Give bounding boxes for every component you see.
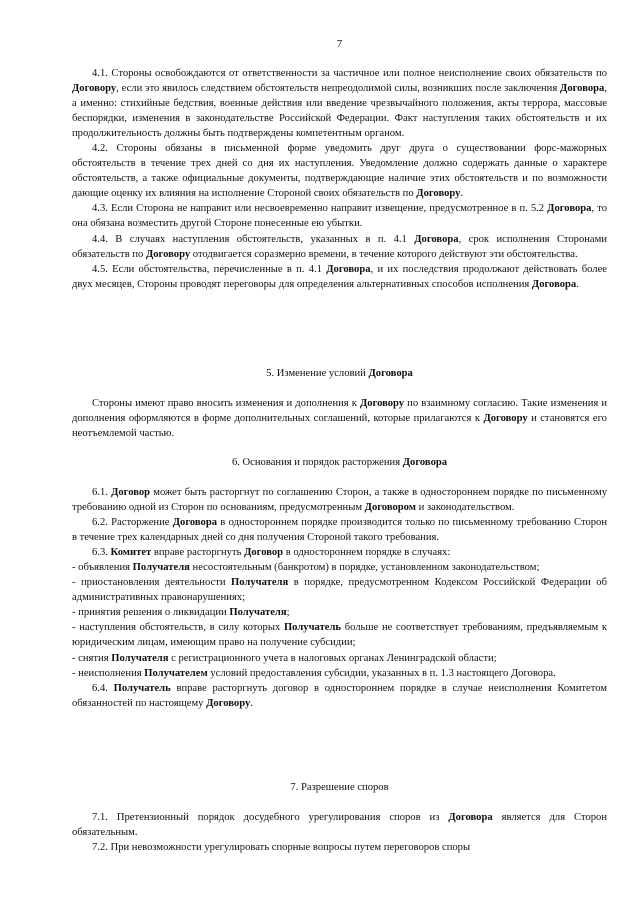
section-4 bbox=[72, 66, 607, 292]
heading-section-5: 5. Изменение условий Договора bbox=[266, 368, 413, 379]
clause-6-3: 6.3. Комитет вправе расторгнуть Договор в одностороннем порядке в случаях: bbox=[92, 547, 451, 559]
list-item: - снятия Получателя с регистрационного учета в налоговых органах Ленинградской области; bbox=[72, 652, 497, 664]
clause-6-4: 6.4. Получатель вправе расторгнуть договор в одностороннем порядке в случае неисполнения Комитетом обязанностей по настоящему Договору. bbox=[72, 682, 608, 709]
clause-7-1: 7.1. Претензионный порядок досудебного урегулирования споров из Договора является для Сторон обязательным. bbox=[72, 812, 607, 839]
section-6 bbox=[72, 485, 607, 711]
heading-section-7: 7. Разрешение споров bbox=[290, 782, 389, 793]
list-item: - принятия решения о ликвидации Получателя; bbox=[72, 607, 290, 619]
clause-4-1: 4.1. Стороны освобождаются от ответственности за частичное или полное неисполнение своих обязательств по Договору, если это явилось следствием обстоятельств непреодолимой силы, возникших после заключения Договора, а именно: стихийные бедствия, военные действия или введение чрезвычайного положения, акты террора, массовые беспорядки, изменения в законодательстве Российской Федерации. Факт наступления таких обстоятельств и их продолжительность должны быть подтверждены компетентным органом. bbox=[72, 68, 607, 140]
clause-6-1: 6.1. Договор может быть расторгнут по соглашению Сторон, а также в одностороннем порядке по письменному требованию одной из Сторон по основаниям, предусмотренным Договором и законодательством. bbox=[72, 487, 607, 514]
heading-section-6: 6. Основания и порядок расторжения Договора bbox=[231, 457, 448, 468]
clause-4-2: 4.2. Стороны обязаны в письменной форме уведомить друг друга о существовании форс-мажорных обстоятельств в течение трех дней со дня их наступления. Уведомление должно содержать данные о характере обстоятельств, а также официальные документы, подтверждающие наличие этих обстоятельств и по возможности дающие оценку их влияния на исполнение Стороной своих обязательств по Договору. bbox=[72, 143, 607, 200]
list-item: - наступления обстоятельств, в силу которых Получатель больше не соответствует требованиям, предъявляемым к юридическим лицам, имеющим право на получение субсидии; bbox=[72, 622, 607, 649]
clause-7-2: 7.2. При невозможности урегулировать спорные вопросы путем переговоров споры bbox=[92, 842, 471, 854]
clause-4-3: 4.3. Если Сторона не направит или несвоевременно направит извещение, предусмотренное в п. 5.2 Договора, то она обязана возместить другой Стороне понесенные ею убытки. bbox=[72, 203, 607, 230]
list-item: - неисполнения Получателем условий предоставления субсидии, указанных в п. 1.3 настоящего Договора. bbox=[72, 667, 556, 679]
clause-4-4: 4.4. В случаях наступления обстоятельств, указанных в п. 4.1 Договора, срок исполнения Сторонами обязательств по Договору отодвигается соразмерно времени, в течение которого действуют эти обстоятельства. bbox=[72, 233, 607, 260]
clause-5: Стороны имеют право вносить изменения и дополнения к Договору по взаимному согласию. Такие изменения и дополнения оформляются в форме дополнительных соглашений, которые прилагаются к Договору и становятся его неотъемлемой частью. bbox=[72, 398, 607, 440]
section-7 bbox=[72, 810, 607, 855]
page-number: 7 bbox=[336, 38, 343, 50]
clause-4-5: 4.5. Если обстоятельства, перечисленные в п. 4.1 Договора, и их последствия продолжают действовать более двух месяцев, Стороны проводят переговоры для определения альтернативных способов исполнения Договора. bbox=[72, 263, 607, 290]
list-item: - приостановления деятельности Получателя в порядке, предусмотренном Кодексом Российской Федерации об административных правонарушениях; bbox=[72, 577, 607, 604]
list-item: - объявления Получателя несостоятельным (банкротом) в порядке, установленном законодательством; bbox=[72, 562, 540, 574]
clause-6-2: 6.2. Расторжение Договора в одностороннем порядке производится только по письменному требованию Сторон в течение трех календарных дней со дня получения Стороной такого требования. bbox=[72, 517, 608, 544]
